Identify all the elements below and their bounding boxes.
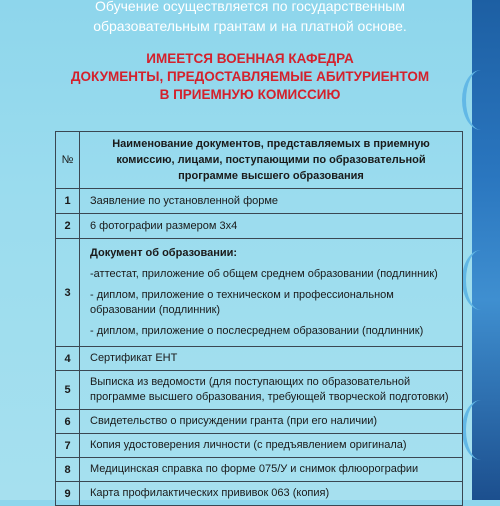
intro-text: [60, 0, 440, 36]
row-text: Свидетельство о присуждении гранта (при его наличии): [80, 410, 463, 434]
decorative-wave: [462, 250, 500, 310]
row-text: Медицинская справка по форме 075/У и снимок флюорографии: [80, 458, 463, 482]
row-text: Карта профилактических прививок 063 (копия): [80, 482, 463, 506]
table-row: [56, 410, 463, 434]
row-number: 8: [56, 458, 80, 482]
row-text: Выписка из ведомости (для поступающих по образовательной программе высшего образования, требующей творческой подготовки): [80, 371, 463, 410]
row-subitem: - диплом, приложение о техническом и профессиональном образовании (подлинник): [90, 289, 394, 316]
row-number: 9: [56, 482, 80, 506]
table-row: [56, 347, 463, 371]
row-number: 2: [56, 214, 80, 239]
row-text: Копия удостоверения личности (с предъявлением оригинала): [80, 434, 463, 458]
row-number: 3: [56, 239, 80, 347]
decorative-wave: [462, 400, 500, 460]
table-row: [56, 434, 463, 458]
row-text: Сертификат ЕНТ: [80, 347, 463, 371]
row-text: [80, 239, 463, 347]
row-number: 1: [56, 189, 80, 214]
documents-column-header: Наименование документов, представляемых в приемную комиссию, лицами, поступающими по образовательной программе высшего образования: [80, 132, 463, 189]
table-row: [56, 482, 463, 506]
table-row: [56, 214, 463, 239]
row-number: 7: [56, 434, 80, 458]
heading-line-1: ИМЕЕТСЯ ВОЕННАЯ КАФЕДРА: [146, 51, 354, 66]
row-number: 6: [56, 410, 80, 434]
documents-table-container: [55, 131, 463, 506]
documents-table: [55, 131, 463, 506]
heading-line-2: ДОКУМЕНТЫ, ПРЕДОСТАВЛЯЕМЫЕ АБИТУРИЕНТОМ: [70, 69, 430, 84]
decorative-wave: [462, 70, 500, 130]
intro-line-1: Обучение осуществляется по государственным: [95, 0, 405, 14]
row-number: 4: [56, 347, 80, 371]
row-subitem: - диплом, приложение о послесреднем образовании (подлинник): [90, 325, 424, 337]
table-row: [56, 371, 463, 410]
heading-line-3: В ПРИЕМНУЮ КОМИССИЮ: [159, 87, 341, 102]
table-header-row: [56, 132, 463, 189]
page-heading: [40, 50, 460, 104]
row-text: Заявление по установленной форме: [80, 189, 463, 214]
table-row: [56, 189, 463, 214]
row-number: 5: [56, 371, 80, 410]
row-subitem: -аттестат, приложение об общем среднем образовании (подлинник): [90, 268, 438, 280]
table-row: [56, 458, 463, 482]
row-text: 6 фотографии размером 3х4: [80, 214, 463, 239]
intro-line-2: образовательным грантам и на платной основе.: [93, 18, 407, 34]
decorative-side-stripe: [472, 0, 500, 500]
number-column-header: №: [56, 132, 80, 189]
row-title: Документ об образовании:: [90, 247, 238, 259]
table-row: [56, 239, 463, 347]
